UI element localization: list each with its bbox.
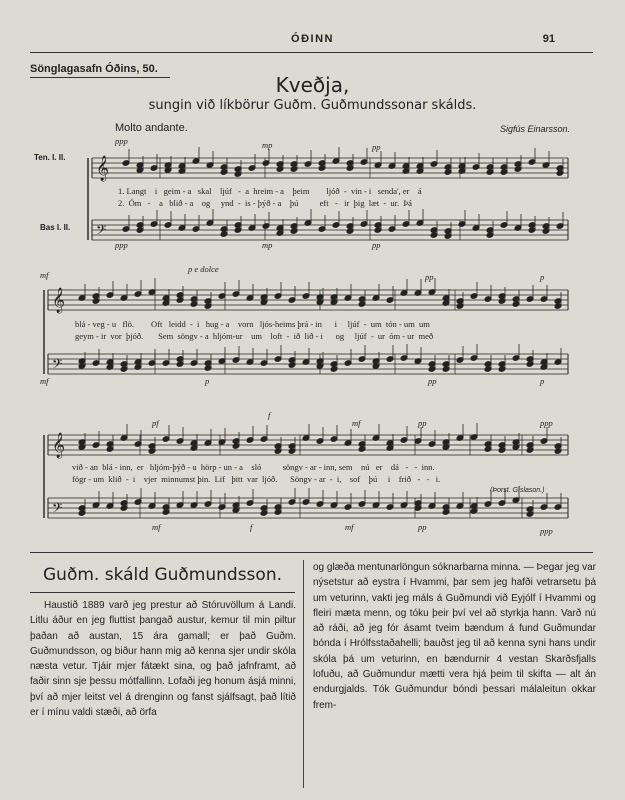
dynamic-mark: mf xyxy=(40,270,49,280)
bass-label: Bas I. II. xyxy=(40,223,71,232)
dynamic-mark: pf xyxy=(152,418,159,428)
dynamic-mark: pp xyxy=(418,418,427,428)
article-paragraph: Haustið 1889 varð jeg prestur að Stóruvöllum á Landi. Litlu áður en jeg fluttist þangað austur, kemur til min piltur þaðan að austan, 15 ára gamall; er það Guðm. Guðmundsson, og biður hann mig að kenna sjer undir skóla næsta vetur. Tjáir mjer fátækt sina, og það jafnframt, að faðir sinn sje þessu mótfallinn. Lofaði jeg honum ásjá minni, því að mjer leitst vel á drenginn og fanst sjálfsagt, það lítið er í mínu valdi stæði, að örfa xyxy=(30,600,296,719)
composer-credit: Sigfús Einarsson. xyxy=(499,124,570,134)
lyric-s1-v1: 1. Langt i geim - a skal ljúf - a hreim - a þeim ljóð - vin - i senda', er á xyxy=(118,186,422,196)
dynamic-mark: pp xyxy=(418,522,427,532)
page-number: 91 xyxy=(542,33,555,45)
lyric-s3-v2: fögr - um klið - i vjer minnumst þin. Lif þitt var ljóð. Söngv - ar - i, sof þú i frið - - i. xyxy=(72,474,441,484)
treble-clef: 𝄞 xyxy=(96,156,110,181)
tempo-marking: Molto andante. xyxy=(115,122,188,134)
article-column-left xyxy=(30,598,296,720)
dynamic-mark: p e dolce xyxy=(188,264,219,274)
treble-clef: 𝄞 xyxy=(52,433,66,458)
song-title: Kveðja, xyxy=(275,73,350,97)
column-rule xyxy=(303,560,304,788)
dynamic-mark: pp xyxy=(372,142,381,152)
dynamic-mark: ppp xyxy=(540,526,553,536)
bass-clef: 𝄢 xyxy=(52,500,63,519)
treble-clef: 𝄞 xyxy=(52,288,66,313)
dynamic-mark: p xyxy=(540,376,545,386)
dynamic-mark: f xyxy=(268,410,271,420)
article-title: Guðm. skáld Guðmundsson. xyxy=(43,565,282,585)
song-subtitle: sungin við líkbörur Guðm. Guðmundssonar skálds. xyxy=(148,98,477,113)
score-bottom-rule xyxy=(30,552,593,553)
dynamic-mark: pp xyxy=(372,240,381,250)
dynamic-mark: mf xyxy=(40,376,49,386)
header-rule xyxy=(30,52,593,53)
lyric-s3-v1: við - an blá - inn, er hljóm-þýð - u hörp - un - a sló söngv - ar - inn, sem nú er dá - - inn. xyxy=(72,462,435,472)
running-header xyxy=(0,30,625,50)
dynamic-mark: ppp xyxy=(115,240,128,250)
bass-clef: 𝄢 xyxy=(96,222,107,241)
dynamic-mark: mf xyxy=(345,522,354,532)
dynamic-mark: pp xyxy=(428,376,437,386)
dynamic-mark: mp xyxy=(262,240,273,250)
dynamic-mark: mf xyxy=(352,418,361,428)
dynamic-mark: f xyxy=(250,522,253,532)
tenor-label: Ten. I. II. xyxy=(34,153,66,162)
lyricist-credit: (Þorst. Gíslason.) xyxy=(490,487,545,494)
series-label: Sönglagasafn Óðins, 50. xyxy=(30,63,158,75)
lyric-s1-v2: 2. Óm - a blið - a og ynd - is - þýð - a þú eft - ir þig læt - ur. Þá xyxy=(118,198,412,208)
dynamic-mark: mf xyxy=(152,522,161,532)
lyric-s2-v2: geym - ir vor þjóð. Sem söngv - a hljóm-ur um loft - ið lið - i og ljúf - ur óm - ur með xyxy=(75,331,434,341)
article-paragraph: og glæða mentunarlöngun sóknarbarna minna. — Þegar jeg var nýsetstur að eystra í Hvammi, þar sem jeg hafði vetrarsetu þá um veturinn, vakti jeg máls á Guðmundi við Eyjólf í Hvammi og fleiri mæta menn, og tóku þeir því vel að styrkja hann. Varð nú að ráði, að jeg fór ásamt tveim bændum á fund Guðmundar bónda í Hrólfsstaðahelli; bauðst jeg til að kenna syni hans undir skóla þá um veturinn, en bændurnir 4 vestan Skarðsfjalls lofuðu, að Guðmundur mætti vera hjá þeim til skifta — alt án endurgjalds. Tók Guðmundur bóndi þessari málaleitun okkar frem- xyxy=(313,562,596,711)
journal-title: ÓÐINN xyxy=(291,33,334,45)
bass-clef: 𝄢 xyxy=(52,356,63,375)
article-title-rule xyxy=(30,592,295,593)
lyric-s2-v1: blá - veg - u flö. Oft leidd - i hug - a vorn ljós-heims þrá - in i ljúf - um tón - um um xyxy=(75,319,430,329)
article-column-right xyxy=(313,560,596,713)
dynamic-mark: p xyxy=(540,272,545,282)
dynamic-mark: mp xyxy=(262,140,273,150)
dynamic-mark: p xyxy=(205,376,210,386)
dynamic-mark: pp xyxy=(425,272,434,282)
dynamic-mark: ppp xyxy=(540,418,553,428)
dynamic-mark: ppp xyxy=(115,136,128,146)
